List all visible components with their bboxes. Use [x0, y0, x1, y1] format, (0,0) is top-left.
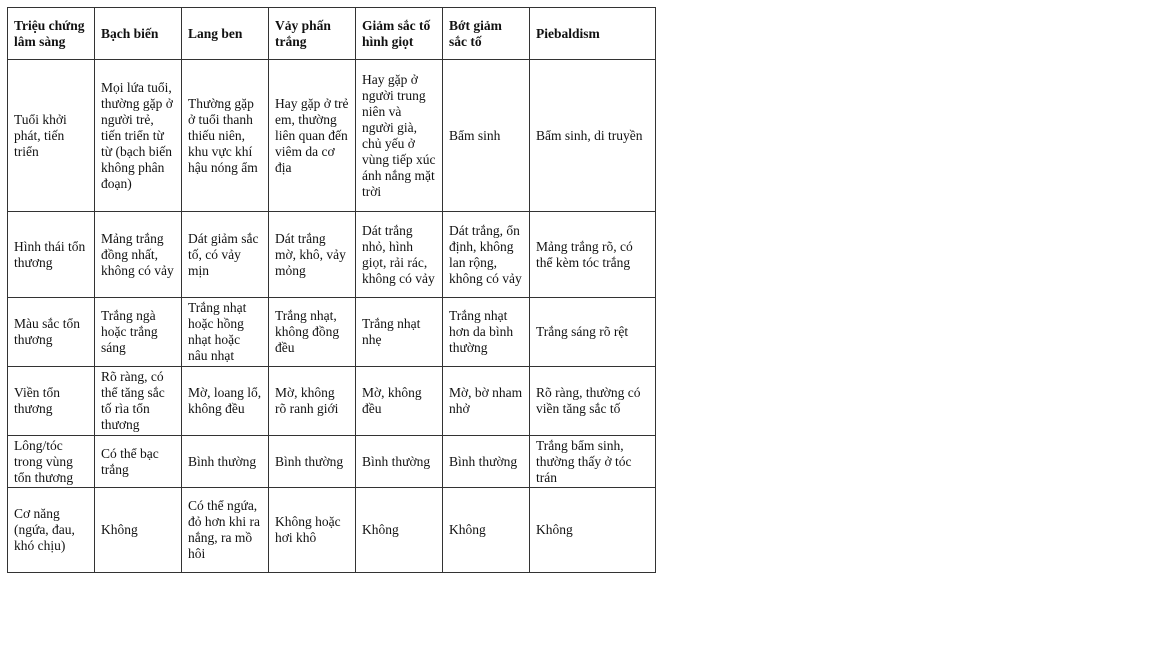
table-cell: Trắng sáng rõ rệt: [530, 298, 656, 367]
table-cell: Dát trắng mờ, khô, vảy mỏng: [269, 212, 356, 298]
table-cell: Trắng nhạt nhẹ: [356, 298, 443, 367]
comparison-table: [7, 7, 656, 573]
table-row: [8, 367, 656, 436]
table-cell: Không: [530, 488, 656, 573]
header-cell-guttate-hypomelanosis: Giảm sắc tố hình giọt: [356, 8, 443, 60]
table-cell: Rõ ràng, thường có viền tăng sắc tố: [530, 367, 656, 436]
table-cell: Mờ, không đều: [356, 367, 443, 436]
table-cell: Mảng trắng đồng nhất, không có vảy: [95, 212, 182, 298]
table-cell: Trắng nhạt, không đồng đều: [269, 298, 356, 367]
row-label: Màu sắc tổn thương: [8, 298, 95, 367]
header-cell-nevus-depigmentosus: Bớt giảm sắc tố: [443, 8, 530, 60]
table-row: [8, 212, 656, 298]
table-cell: Không: [95, 488, 182, 573]
header-cell-piebaldism: Piebaldism: [530, 8, 656, 60]
table-cell: Mọi lứa tuổi, thường gặp ở người trẻ, tiến triển từ từ (bạch biến không phân đoạn): [95, 60, 182, 212]
table-cell: Trắng nhạt hơn da bình thường: [443, 298, 530, 367]
row-label: Tuổi khởi phát, tiến triển: [8, 60, 95, 212]
table-cell: Mờ, không rõ ranh giới: [269, 367, 356, 436]
table-cell: Dát giảm sắc tố, có vảy mịn: [182, 212, 269, 298]
row-label: Lông/tóc trong vùng tổn thương: [8, 436, 95, 488]
table-cell: Bình thường: [443, 436, 530, 488]
table-row: [8, 298, 656, 367]
header-cell-vitiligo: Bạch biến: [95, 8, 182, 60]
comparison-table-container: [7, 7, 656, 573]
row-label: Viền tổn thương: [8, 367, 95, 436]
table-cell: Bình thường: [269, 436, 356, 488]
table-cell: Bình thường: [356, 436, 443, 488]
table-cell: Không hoặc hơi khô: [269, 488, 356, 573]
table-row: [8, 488, 656, 573]
header-cell-symptom: Triệu chứng lâm sàng: [8, 8, 95, 60]
table-cell: Dát trắng nhỏ, hình giọt, rải rác, không có vảy: [356, 212, 443, 298]
table-cell: Thường gặp ở tuổi thanh thiếu niên, khu vực khí hậu nóng ẩm: [182, 60, 269, 212]
table-cell: Trắng nhạt hoặc hồng nhạt hoặc nâu nhạt: [182, 298, 269, 367]
table-cell: Trắng ngà hoặc trắng sáng: [95, 298, 182, 367]
table-cell: Có thể ngứa, đỏ hơn khi ra nắng, ra mồ hôi: [182, 488, 269, 573]
table-cell: Mờ, bờ nham nhở: [443, 367, 530, 436]
table-cell: Bình thường: [182, 436, 269, 488]
table-cell: Dát trắng, ổn định, không lan rộng, không có vảy: [443, 212, 530, 298]
table-row: [8, 60, 656, 212]
table-cell: Hay gặp ở trẻ em, thường liên quan đến viêm da cơ địa: [269, 60, 356, 212]
row-label: Hình thái tổn thương: [8, 212, 95, 298]
row-label: Cơ năng (ngứa, đau, khó chịu): [8, 488, 95, 573]
table-cell: Bẩm sinh: [443, 60, 530, 212]
table-cell: Bẩm sinh, di truyền: [530, 60, 656, 212]
table-row: [8, 436, 656, 488]
table-cell: Mờ, loang lổ, không đều: [182, 367, 269, 436]
header-row: [8, 8, 656, 60]
table-cell: Mảng trắng rõ, có thể kèm tóc trắng: [530, 212, 656, 298]
table-cell: Không: [356, 488, 443, 573]
table-cell: Không: [443, 488, 530, 573]
table-cell: Có thể bạc trắng: [95, 436, 182, 488]
table-cell: Trắng bẩm sinh, thường thấy ở tóc trán: [530, 436, 656, 488]
header-cell-pityriasis-versicolor: Lang ben: [182, 8, 269, 60]
table-cell: Rõ ràng, có thể tăng sắc tố rìa tổn thương: [95, 367, 182, 436]
header-cell-pityriasis-alba: Vảy phấn trắng: [269, 8, 356, 60]
table-cell: Hay gặp ở người trung niên và người già, chủ yếu ở vùng tiếp xúc ánh nắng mặt trời: [356, 60, 443, 212]
